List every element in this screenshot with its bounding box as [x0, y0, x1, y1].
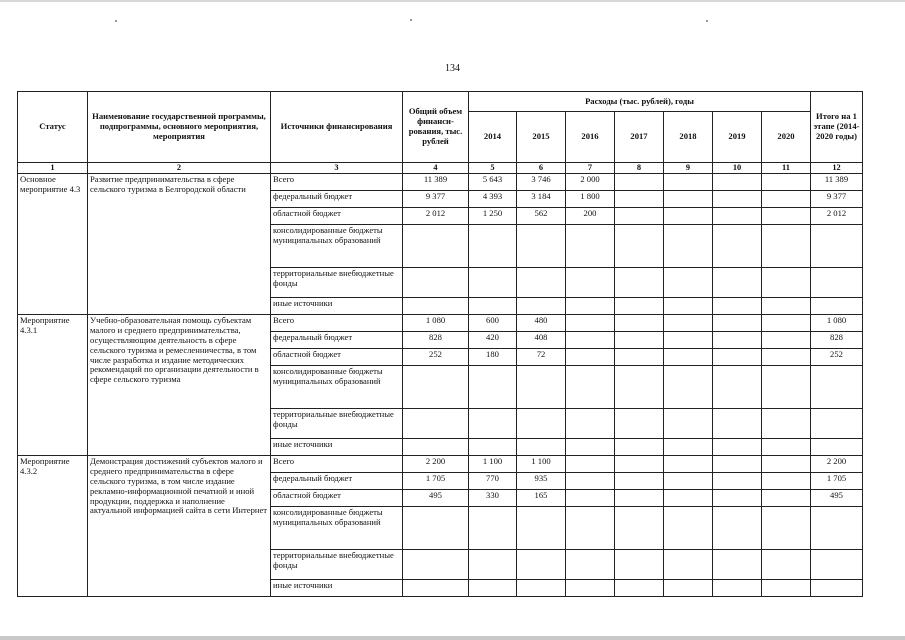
stage-total-cell — [811, 439, 863, 456]
year-value-cell — [713, 191, 762, 208]
year-value-cell — [713, 409, 762, 439]
year-value-cell — [566, 268, 615, 298]
year-value-cell — [762, 349, 811, 366]
funding-source-cell: иные источники — [271, 298, 403, 315]
year-value-cell — [762, 332, 811, 349]
stage-total-cell: 2 012 — [811, 208, 863, 225]
total-volume-cell: 495 — [403, 490, 469, 507]
total-volume-cell: 11 389 — [403, 174, 469, 191]
funding-source-cell: федеральный бюджет — [271, 191, 403, 208]
total-volume-cell: 2 012 — [403, 208, 469, 225]
column-number: 11 — [762, 163, 811, 174]
budget-table — [17, 91, 863, 597]
year-value-cell: 72 — [517, 349, 566, 366]
total-volume-cell: 9 377 — [403, 191, 469, 208]
year-value-cell — [566, 225, 615, 268]
scan-speck — [115, 20, 117, 22]
year-value-cell — [469, 268, 517, 298]
year-value-cell: 5 643 — [469, 174, 517, 191]
year-value-cell — [664, 366, 713, 409]
table-row — [18, 456, 863, 473]
year-value-cell — [517, 366, 566, 409]
year-value-cell — [615, 208, 664, 225]
year-value-cell — [615, 473, 664, 490]
year-value-cell: 480 — [517, 315, 566, 332]
year-value-cell: 2 000 — [566, 174, 615, 191]
year-value-cell — [762, 208, 811, 225]
year-value-cell — [615, 409, 664, 439]
year-value-cell — [566, 409, 615, 439]
year-value-cell — [566, 439, 615, 456]
header-name: Наименование государственной программы, подпрограммы, основного мероприятия, мероприятия — [88, 92, 271, 163]
year-value-cell — [566, 332, 615, 349]
scan-edge-bottom — [0, 636, 905, 640]
year-value-cell: 165 — [517, 490, 566, 507]
year-value-cell — [615, 191, 664, 208]
stage-total-cell: 252 — [811, 349, 863, 366]
year-value-cell — [469, 366, 517, 409]
funding-source-cell: иные источники — [271, 439, 403, 456]
measure-name-cell: Учебно-образовательная помощь субъектам малого и среднего предпринимательства, осуществляющим деятельность в сфере сельского туризма и ремесленничества, в том числе разработка и издание методических рекомендаций по организации деятельности в сфере сельского туризма — [88, 315, 271, 456]
year-value-cell — [664, 174, 713, 191]
year-value-cell: 3 184 — [517, 191, 566, 208]
total-volume-cell — [403, 550, 469, 580]
stage-total-cell — [811, 409, 863, 439]
year-value-cell — [664, 507, 713, 550]
total-volume-cell — [403, 580, 469, 597]
status-cell: Основное мероприятие 4.3 — [18, 174, 88, 315]
column-number: 5 — [469, 163, 517, 174]
total-volume-cell: 828 — [403, 332, 469, 349]
stage-total-cell: 2 200 — [811, 456, 863, 473]
stage-total-cell: 495 — [811, 490, 863, 507]
year-value-cell: 1 100 — [469, 456, 517, 473]
funding-source-cell: Всего — [271, 315, 403, 332]
header-sources: Источники финансирования — [271, 92, 403, 163]
year-value-cell: 1 100 — [517, 456, 566, 473]
column-number: 6 — [517, 163, 566, 174]
funding-source-cell: консолидированные бюджеты муниципальных образований — [271, 225, 403, 268]
stage-total-cell: 1 080 — [811, 315, 863, 332]
year-value-cell — [615, 349, 664, 366]
scan-speck — [706, 20, 708, 22]
year-value-cell — [713, 349, 762, 366]
year-value-cell — [713, 332, 762, 349]
year-value-cell — [713, 298, 762, 315]
year-value-cell — [517, 439, 566, 456]
year-value-cell — [664, 298, 713, 315]
year-value-cell — [517, 298, 566, 315]
column-number: 4 — [403, 163, 469, 174]
year-value-cell — [713, 268, 762, 298]
year-value-cell: 180 — [469, 349, 517, 366]
year-value-cell — [615, 550, 664, 580]
year-value-cell — [664, 550, 713, 580]
funding-source-cell: Всего — [271, 456, 403, 473]
year-value-cell — [762, 550, 811, 580]
year-value-cell — [713, 580, 762, 597]
year-value-cell — [664, 225, 713, 268]
total-volume-cell — [403, 225, 469, 268]
year-value-cell — [664, 490, 713, 507]
total-volume-cell — [403, 409, 469, 439]
total-volume-cell: 1 080 — [403, 315, 469, 332]
total-volume-cell — [403, 507, 469, 550]
stage-total-cell — [811, 507, 863, 550]
year-value-cell — [615, 439, 664, 456]
year-value-cell — [664, 409, 713, 439]
scan-speck — [410, 19, 412, 21]
year-value-cell — [517, 225, 566, 268]
year-value-cell — [664, 456, 713, 473]
year-value-cell — [664, 349, 713, 366]
column-number: 8 — [615, 163, 664, 174]
year-value-cell — [713, 490, 762, 507]
stage-total-cell — [811, 580, 863, 597]
funding-source-cell: территориальные внебюджетные фонды — [271, 268, 403, 298]
year-value-cell — [664, 208, 713, 225]
year-value-cell — [762, 456, 811, 473]
year-value-cell — [566, 507, 615, 550]
table-row — [18, 315, 863, 332]
stage-total-cell: 1 705 — [811, 473, 863, 490]
year-value-cell — [566, 366, 615, 409]
header-year: 2015 — [517, 112, 566, 163]
funding-source-cell: Всего — [271, 174, 403, 191]
year-value-cell — [762, 473, 811, 490]
header-year: 2017 — [615, 112, 664, 163]
header-expenses: Расходы (тыс. рублей), годы — [469, 92, 811, 112]
year-value-cell — [469, 507, 517, 550]
header-year: 2019 — [713, 112, 762, 163]
year-value-cell — [713, 315, 762, 332]
year-value-cell — [713, 550, 762, 580]
funding-source-cell: областной бюджет — [271, 349, 403, 366]
year-value-cell — [762, 366, 811, 409]
total-volume-cell — [403, 366, 469, 409]
scan-edge-top — [0, 0, 905, 2]
stage-total-cell — [811, 268, 863, 298]
funding-source-cell: федеральный бюджет — [271, 332, 403, 349]
year-value-cell — [566, 315, 615, 332]
year-value-cell — [713, 507, 762, 550]
year-value-cell — [469, 580, 517, 597]
funding-source-cell: консолидированные бюджеты муниципальных образований — [271, 366, 403, 409]
year-value-cell — [713, 225, 762, 268]
year-value-cell: 562 — [517, 208, 566, 225]
year-value-cell — [664, 315, 713, 332]
funding-source-cell: территориальные внебюджетные фонды — [271, 550, 403, 580]
year-value-cell — [762, 409, 811, 439]
stage-total-cell — [811, 550, 863, 580]
year-value-cell: 330 — [469, 490, 517, 507]
year-value-cell — [566, 456, 615, 473]
year-value-cell: 600 — [469, 315, 517, 332]
stage-total-cell — [811, 225, 863, 268]
status-cell: Мероприятие 4.3.2 — [18, 456, 88, 597]
year-value-cell — [566, 473, 615, 490]
year-value-cell — [615, 225, 664, 268]
year-value-cell — [615, 315, 664, 332]
year-value-cell — [517, 409, 566, 439]
year-value-cell: 408 — [517, 332, 566, 349]
year-value-cell — [615, 268, 664, 298]
year-value-cell — [469, 439, 517, 456]
column-number: 10 — [713, 163, 762, 174]
measure-name-cell: Демонстрация достижений субъектов малого и среднего предпринимательства в сфере сельского туризма, в том числе издание рекламно-информационной печатной и иной продукции, поддержка и наполнение актуальной информацией сайта в сети Интернет — [88, 456, 271, 597]
total-volume-cell — [403, 439, 469, 456]
year-value-cell — [713, 456, 762, 473]
year-value-cell — [664, 332, 713, 349]
year-value-cell — [713, 366, 762, 409]
year-value-cell — [615, 332, 664, 349]
column-number: 7 — [566, 163, 615, 174]
year-value-cell — [762, 507, 811, 550]
year-value-cell — [713, 174, 762, 191]
column-number: 12 — [811, 163, 863, 174]
year-value-cell: 935 — [517, 473, 566, 490]
year-value-cell — [469, 550, 517, 580]
total-volume-cell: 252 — [403, 349, 469, 366]
funding-source-cell: федеральный бюджет — [271, 473, 403, 490]
total-volume-cell: 1 705 — [403, 473, 469, 490]
year-value-cell — [713, 208, 762, 225]
total-volume-cell: 2 200 — [403, 456, 469, 473]
year-value-cell — [566, 349, 615, 366]
year-value-cell — [713, 439, 762, 456]
year-value-cell — [664, 580, 713, 597]
column-number: 9 — [664, 163, 713, 174]
column-number: 1 — [18, 163, 88, 174]
total-volume-cell — [403, 298, 469, 315]
year-value-cell — [566, 490, 615, 507]
column-number: 3 — [271, 163, 403, 174]
year-value-cell — [762, 580, 811, 597]
stage-total-cell — [811, 298, 863, 315]
year-value-cell — [762, 225, 811, 268]
funding-source-cell: консолидированные бюджеты муниципальных образований — [271, 507, 403, 550]
year-value-cell — [762, 174, 811, 191]
header-stage-total: Итого на 1 этапе (2014-2020 годы) — [811, 92, 863, 163]
header-year: 2020 — [762, 112, 811, 163]
stage-total-cell — [811, 366, 863, 409]
year-value-cell — [664, 268, 713, 298]
table-row — [18, 174, 863, 191]
year-value-cell — [664, 439, 713, 456]
year-value-cell — [517, 268, 566, 298]
year-value-cell — [664, 191, 713, 208]
column-number: 2 — [88, 163, 271, 174]
header-status: Статус — [18, 92, 88, 163]
year-value-cell — [615, 580, 664, 597]
year-value-cell — [615, 490, 664, 507]
year-value-cell: 1 250 — [469, 208, 517, 225]
year-value-cell — [615, 456, 664, 473]
stage-total-cell: 11 389 — [811, 174, 863, 191]
year-value-cell — [615, 174, 664, 191]
year-value-cell — [762, 439, 811, 456]
year-value-cell — [762, 315, 811, 332]
year-value-cell — [566, 580, 615, 597]
year-value-cell — [762, 191, 811, 208]
year-value-cell — [615, 366, 664, 409]
year-value-cell — [762, 490, 811, 507]
total-volume-cell — [403, 268, 469, 298]
page-number: 134 — [445, 63, 460, 74]
header-total-volume: Общий объем финанси-рования, тыс. рублей — [403, 92, 469, 163]
year-value-cell — [469, 409, 517, 439]
header-year: 2014 — [469, 112, 517, 163]
year-value-cell — [762, 298, 811, 315]
year-value-cell: 1 800 — [566, 191, 615, 208]
year-value-cell: 770 — [469, 473, 517, 490]
funding-source-cell: территориальные внебюджетные фонды — [271, 409, 403, 439]
year-value-cell — [762, 268, 811, 298]
funding-source-cell: иные источники — [271, 580, 403, 597]
year-value-cell — [517, 550, 566, 580]
funding-source-cell: областной бюджет — [271, 490, 403, 507]
stage-total-cell: 9 377 — [811, 191, 863, 208]
year-value-cell — [664, 473, 713, 490]
measure-name-cell: Развитие предпринимательства в сфере сельского туризма в Белгородской области — [88, 174, 271, 315]
year-value-cell — [615, 507, 664, 550]
stage-total-cell: 828 — [811, 332, 863, 349]
year-value-cell: 3 746 — [517, 174, 566, 191]
header-year: 2018 — [664, 112, 713, 163]
year-value-cell: 200 — [566, 208, 615, 225]
year-value-cell — [517, 580, 566, 597]
year-value-cell — [517, 507, 566, 550]
header-year: 2016 — [566, 112, 615, 163]
funding-source-cell: областной бюджет — [271, 208, 403, 225]
year-value-cell: 4 393 — [469, 191, 517, 208]
status-cell: Мероприятие 4.3.1 — [18, 315, 88, 456]
year-value-cell — [615, 298, 664, 315]
year-value-cell: 420 — [469, 332, 517, 349]
year-value-cell — [566, 550, 615, 580]
year-value-cell — [469, 298, 517, 315]
year-value-cell — [566, 298, 615, 315]
year-value-cell — [713, 473, 762, 490]
year-value-cell — [469, 225, 517, 268]
